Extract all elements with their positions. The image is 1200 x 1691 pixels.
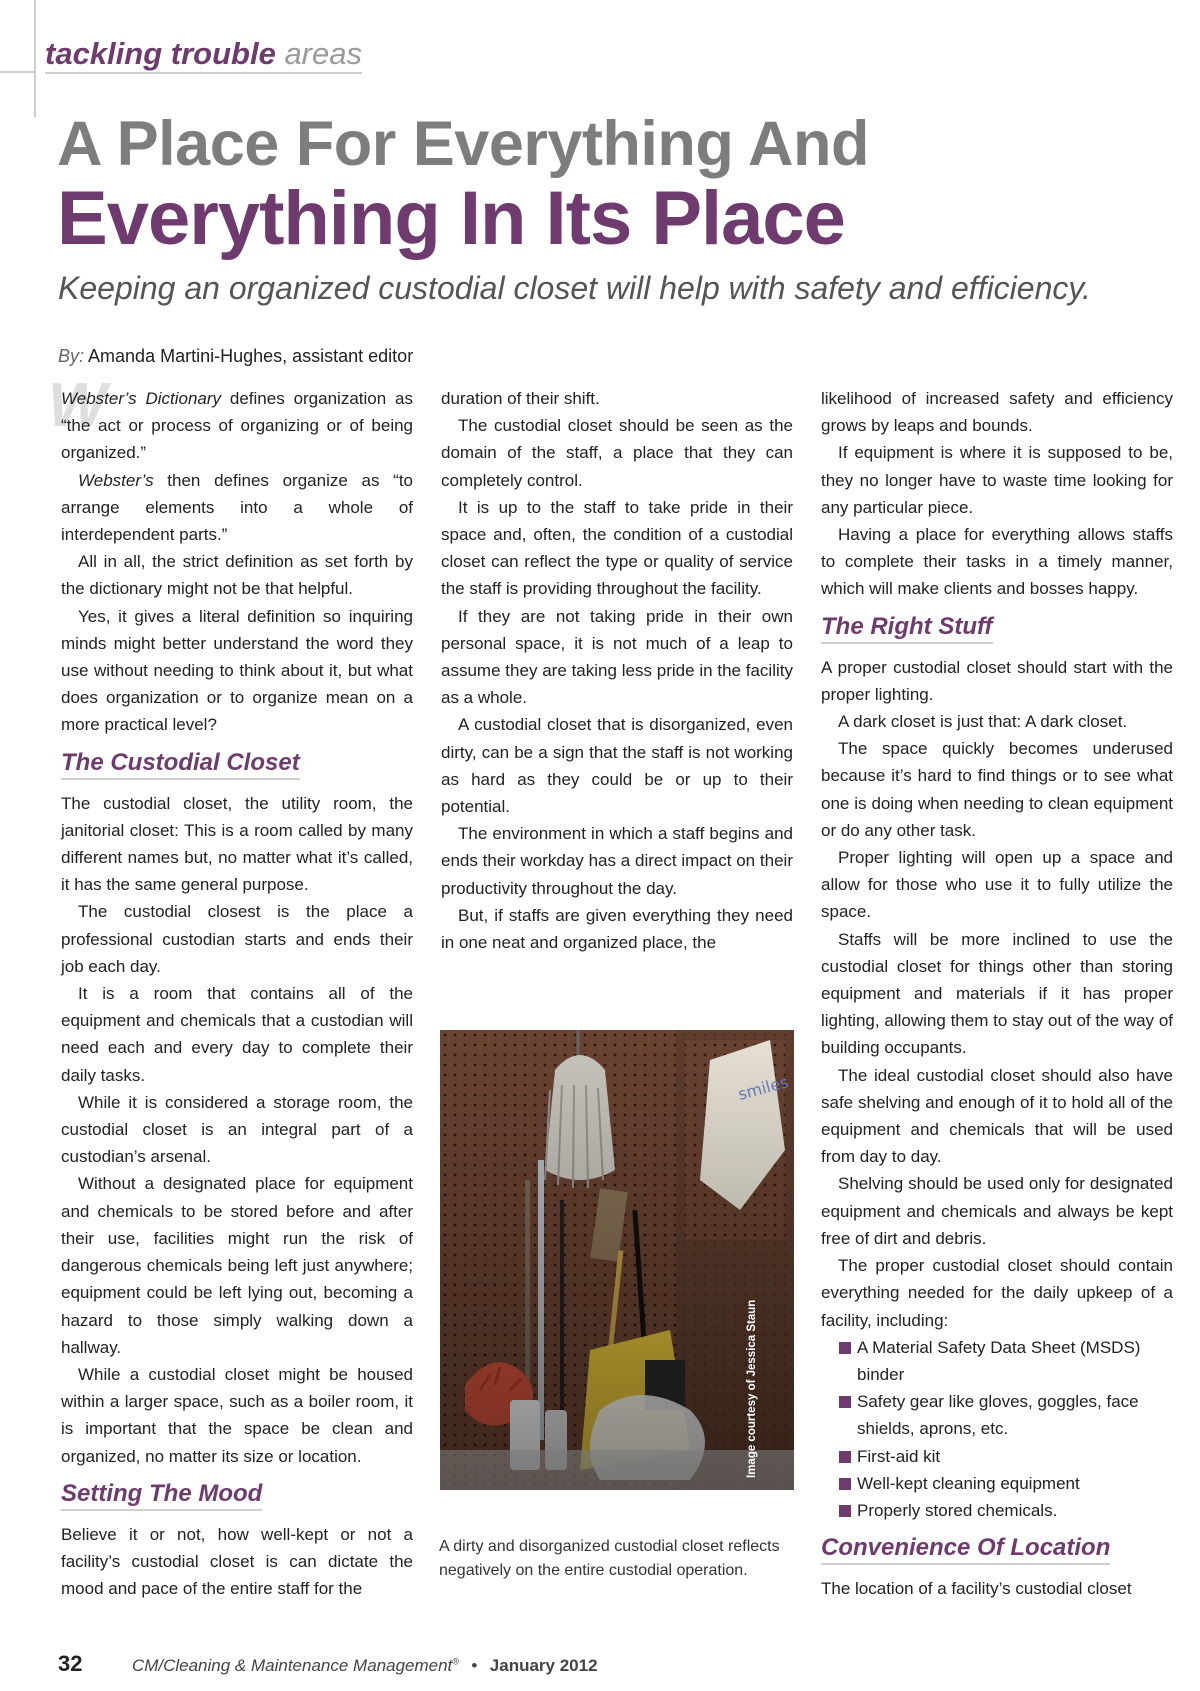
byline — [58, 346, 413, 367]
paragraph: Webster’s then defines organize as “to arrange elements into a whole of interdependent parts.” — [61, 470, 413, 545]
section-label-secondary: areas — [284, 36, 362, 71]
paragraph: Believe it or not, how well-kept or not a facility’s custodial closet is can dictate the mood and pace of the entire staff for the — [61, 1524, 413, 1599]
paragraph: Yes, it gives a literal definition so inquiring minds might better understand the word they use without needing to think about it, but what does organization or to organize mean on a more practical level? — [61, 606, 413, 735]
photo-credit: Image courtesy of Jessica Staun — [746, 1299, 758, 1478]
drop-cap: W — [48, 371, 107, 440]
paragraph: It is a room that contains all of the equipment and chemicals that a custodian will need each and every day to complete their daily tasks. — [61, 984, 413, 1085]
subheading-custodial-closet: The Custodial Closet — [61, 748, 413, 780]
paragraph: If equipment is where it is supposed to be, they no longer have to waste time looking for any particular piece. — [821, 443, 1173, 517]
paragraph: Proper lighting will open up a space and allow for those who use it to fully utilize the space. — [821, 848, 1173, 922]
page-footer — [58, 1651, 598, 1677]
registered-mark: ® — [452, 1656, 459, 1667]
paragraph: If they are not taking pride in their own personal space, it is not much of a leap to assume they are taking less pride in the facility as a whole. — [441, 606, 793, 708]
paragraph: But, if staffs are given everything they need in one neat and organized place, the — [441, 905, 793, 953]
paragraph: Staffs will be more inclined to use the custodial closet for things other than storing equipment and materials if it has proper lighting, allowing them to stay out of the way of building occupants. — [821, 929, 1173, 1058]
paragraph: A dark closet is just that: A dark closet. — [838, 712, 1128, 732]
paragraph: The space quickly becomes underused because it’s hard to find things or to see what one is doing when needing to clean equipment or do any other task. — [821, 739, 1173, 840]
list-item: A Material Safety Data Sheet (MSDS) binder — [839, 1334, 1173, 1388]
section-label-primary: tackling trouble — [45, 36, 276, 71]
photo-caption: A dirty and disorganized custodial closet reflects negatively on the entire custodial operation. — [439, 1538, 780, 1579]
equipment-list — [821, 1334, 1173, 1524]
paragraph: A custodial closet that is disorganized, even dirty, can be a sign that the staff is not working as hard as they could be or up to their potential. — [441, 715, 793, 817]
paragraph: All in all, the strict definition as set forth by the dictionary might not be that helpful. — [61, 552, 413, 599]
section-label — [45, 36, 362, 74]
column-1 — [61, 385, 413, 1602]
column-3 — [821, 385, 1173, 1602]
paragraph: The custodial closest is the place a professional custodian starts and ends their job each day. — [61, 902, 413, 976]
subheading-setting-the-mood: Setting The Mood — [61, 1479, 413, 1511]
paragraph: While it is considered a storage room, the custodial closet is an integral part of a custodian’s arsenal. — [61, 1092, 413, 1167]
list-item: Properly stored chemicals. — [839, 1497, 1173, 1524]
corner-rule-horizontal — [0, 71, 34, 73]
list-item: Well-kept cleaning equipment — [839, 1470, 1173, 1497]
paragraph: While a custodial closet might be housed within a larger space, such as a boiler room, it is important that the space be clean and organized, no matter its size or location. — [61, 1364, 413, 1466]
paragraph: A proper custodial closet should start with the proper lighting. — [821, 657, 1173, 704]
paragraph: The environment in which a staff begins and ends their workday has a direct impact on their productivity throughout the day. — [441, 824, 793, 898]
dictionary-name: Webster’s — [78, 470, 154, 490]
paragraph: Shelving should be used only for designated equipment and chemicals and always be kept free of dirt and debris. — [821, 1174, 1173, 1248]
paragraph: The location of a facility’s custodial closet — [821, 1579, 1132, 1599]
issue-date: January 2012 — [489, 1656, 598, 1675]
paragraph: The proper custodial closet should contain everything needed for the daily upkeep of a facility, including: — [821, 1256, 1173, 1330]
list-item: First-aid kit — [839, 1443, 1173, 1470]
subheading-convenience-of-location: Convenience Of Location — [821, 1533, 1173, 1565]
byline-author: Amanda Martini-Hughes, assistant editor — [88, 346, 414, 366]
column-2 — [441, 385, 793, 956]
footer-separator: • — [471, 1656, 478, 1675]
article-subtitle: Keeping an organized custodial closet will help with safety and efficiency. — [58, 270, 1091, 306]
paragraph: The custodial closet, the utility room, the janitorial closet: This is a room called by many different names but, no matter what it’s called, it has the same general purpose. — [61, 793, 413, 895]
paragraph: Without a designated place for equipment and chemicals to be stored before and after their use, facilities might run the risk of dangerous chemicals being left just anywhere; equipment could be left lying out, becoming a hazard to those simply walking down a hallway. — [61, 1174, 413, 1357]
article-title-line2: Everything In Its Place — [57, 176, 845, 261]
subheading-right-stuff: The Right Stuff — [821, 612, 1173, 644]
custodial-closet-photo — [440, 1030, 794, 1490]
paragraph: duration of their shift. — [441, 389, 600, 408]
article-title-line1: A Place For Everything And — [57, 109, 869, 179]
paragraph: The ideal custodial closet should also have safe shelving and enough of it to hold all of the equipment and chemicals that will be used from day to day. — [821, 1065, 1173, 1167]
list-item: Safety gear like gloves, goggles, face shields, aprons, etc. — [839, 1388, 1173, 1442]
publication-name: CM/Cleaning & Maintenance Management® — [131, 1656, 459, 1675]
paragraph: Webster’s Dictionary defines organization as “the act or process of organizing or of being organized.” — [61, 389, 414, 463]
byline-prefix: By: — [58, 346, 85, 366]
page-number: 32 — [58, 1651, 83, 1676]
paragraph: The custodial closet should be seen as the domain of the staff, a place that they can completely control. — [441, 416, 793, 490]
paragraph: Having a place for everything allows staffs to complete their tasks in a timely manner, which will make clients and bosses happy. — [821, 525, 1173, 599]
corner-rule-vertical — [34, 0, 36, 117]
paragraph: It is up to the staff to take pride in their space and, often, the condition of a custodial closet can reflect the type or quality of service the staff is providing throughout the facility. — [441, 497, 793, 599]
paragraph: likelihood of increased safety and efficiency grows by leaps and bounds. — [821, 389, 1173, 436]
dictionary-name: Webster’s Dictionary — [61, 389, 222, 408]
